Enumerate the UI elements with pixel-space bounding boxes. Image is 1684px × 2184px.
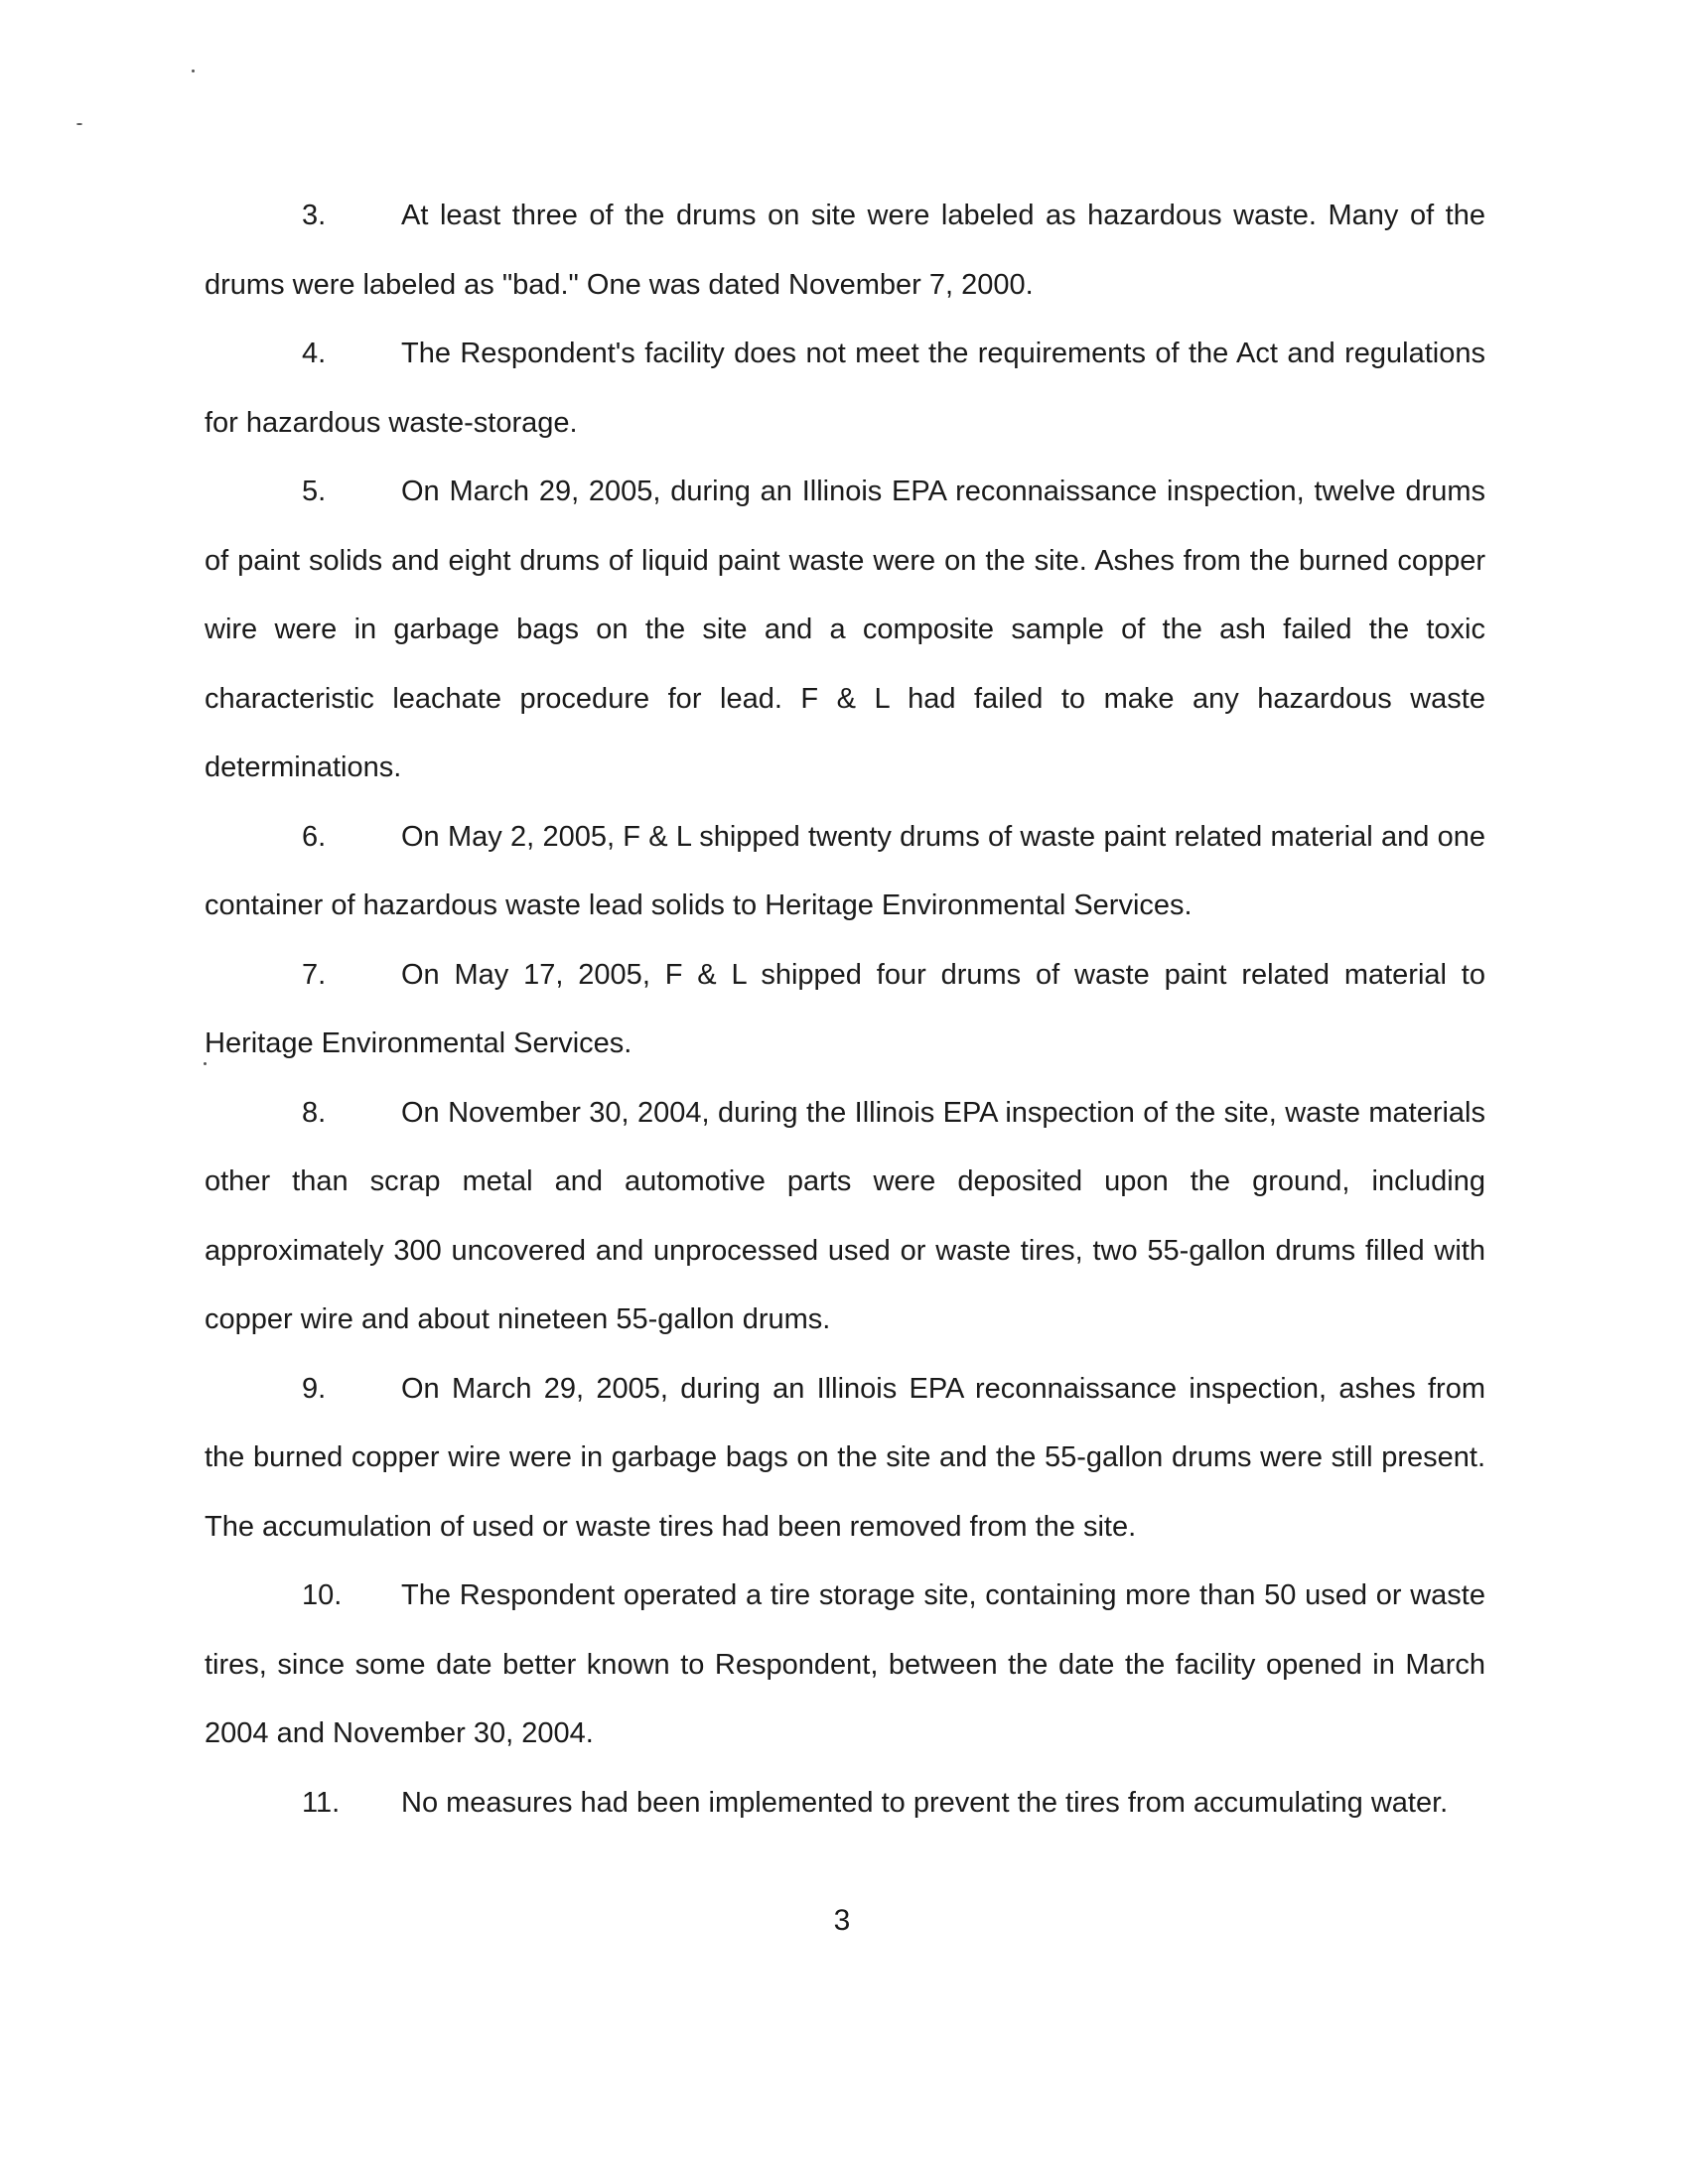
- scan-speck: [76, 123, 82, 125]
- paragraph-11: [205, 1769, 1485, 1839]
- scan-speck: [192, 69, 195, 72]
- paragraph-5: [205, 458, 1485, 803]
- paragraph-number: 7.: [302, 958, 327, 991]
- paragraph-number: 4.: [302, 338, 327, 369]
- paragraph-text: On November 30, 2004, during the Illinois EPA inspection of the site, waste materials other than scrap metal and automotive parts were deposited upon the ground, including approximately 300 uncovered and unprocessed used or waste tires, two 55-gallon drums filled with copper wire and about nineteen 55-gallon drums.: [205, 1096, 1485, 1335]
- paragraph-3: [205, 182, 1485, 320]
- paragraph-number: 11.: [302, 1786, 341, 1819]
- paragraph-text: On May 17, 2005, F & L shipped four drums of waste paint related material to Heritage Environmental Services.: [205, 958, 1485, 1059]
- paragraph-text: The Respondent operated a tire storage site, containing more than 50 used or waste tires, since some date better known to Respondent, between the date the facility opened in March 2004 and November 30, 2004.: [205, 1579, 1485, 1749]
- paragraph-7: [205, 941, 1485, 1079]
- page-number: 3: [833, 1904, 851, 1937]
- paragraph-number: 10.: [302, 1579, 343, 1611]
- paragraph-text: No measures had been implemented to prevent the tires from accumulating water.: [401, 1786, 1449, 1819]
- paragraph-6: [205, 803, 1485, 941]
- body-text: [205, 182, 1485, 1838]
- paragraph-text: The Respondent's facility does not meet the requirements of the Act and regulations for hazardous waste-storage.: [205, 338, 1485, 439]
- paragraph-9: [205, 1355, 1485, 1563]
- paragraph-number: 9.: [302, 1372, 327, 1405]
- paragraph-number: 8.: [302, 1096, 327, 1129]
- paragraph-text: On May 2, 2005, F & L shipped twenty drums of waste paint related material and one container of hazardous waste lead solids to Heritage Environmental Services.: [205, 820, 1485, 921]
- paragraph-text: At least three of the drums on site were labeled as hazardous waste. Many of the drums were labeled as "bad." One was dated November 7, 2000.: [205, 200, 1485, 301]
- paragraph-number: 5.: [302, 476, 327, 507]
- paragraph-text: On March 29, 2005, during an Illinois EPA reconnaissance inspection, twelve drums of paint solids and eight drums of liquid paint waste were on the site. Ashes from the burned copper wire were in garbage bags on the site and a composite sample of the ash failed the toxic characteristic leachate procedure for lead. F & L had failed to make any hazardous waste determinations.: [205, 476, 1485, 783]
- paragraph-8: [205, 1079, 1485, 1355]
- paragraph-number: 3.: [302, 200, 327, 231]
- paragraph-text: On March 29, 2005, during an Illinois EPA reconnaissance inspection, ashes from the burned copper wire were in garbage bags on the site and the 55-gallon drums were still present. The accumulation of used or waste tires had been removed from the site.: [205, 1372, 1485, 1543]
- paragraph-number: 6.: [302, 820, 327, 853]
- paragraph-10: [205, 1562, 1485, 1769]
- paragraph-4: [205, 320, 1485, 458]
